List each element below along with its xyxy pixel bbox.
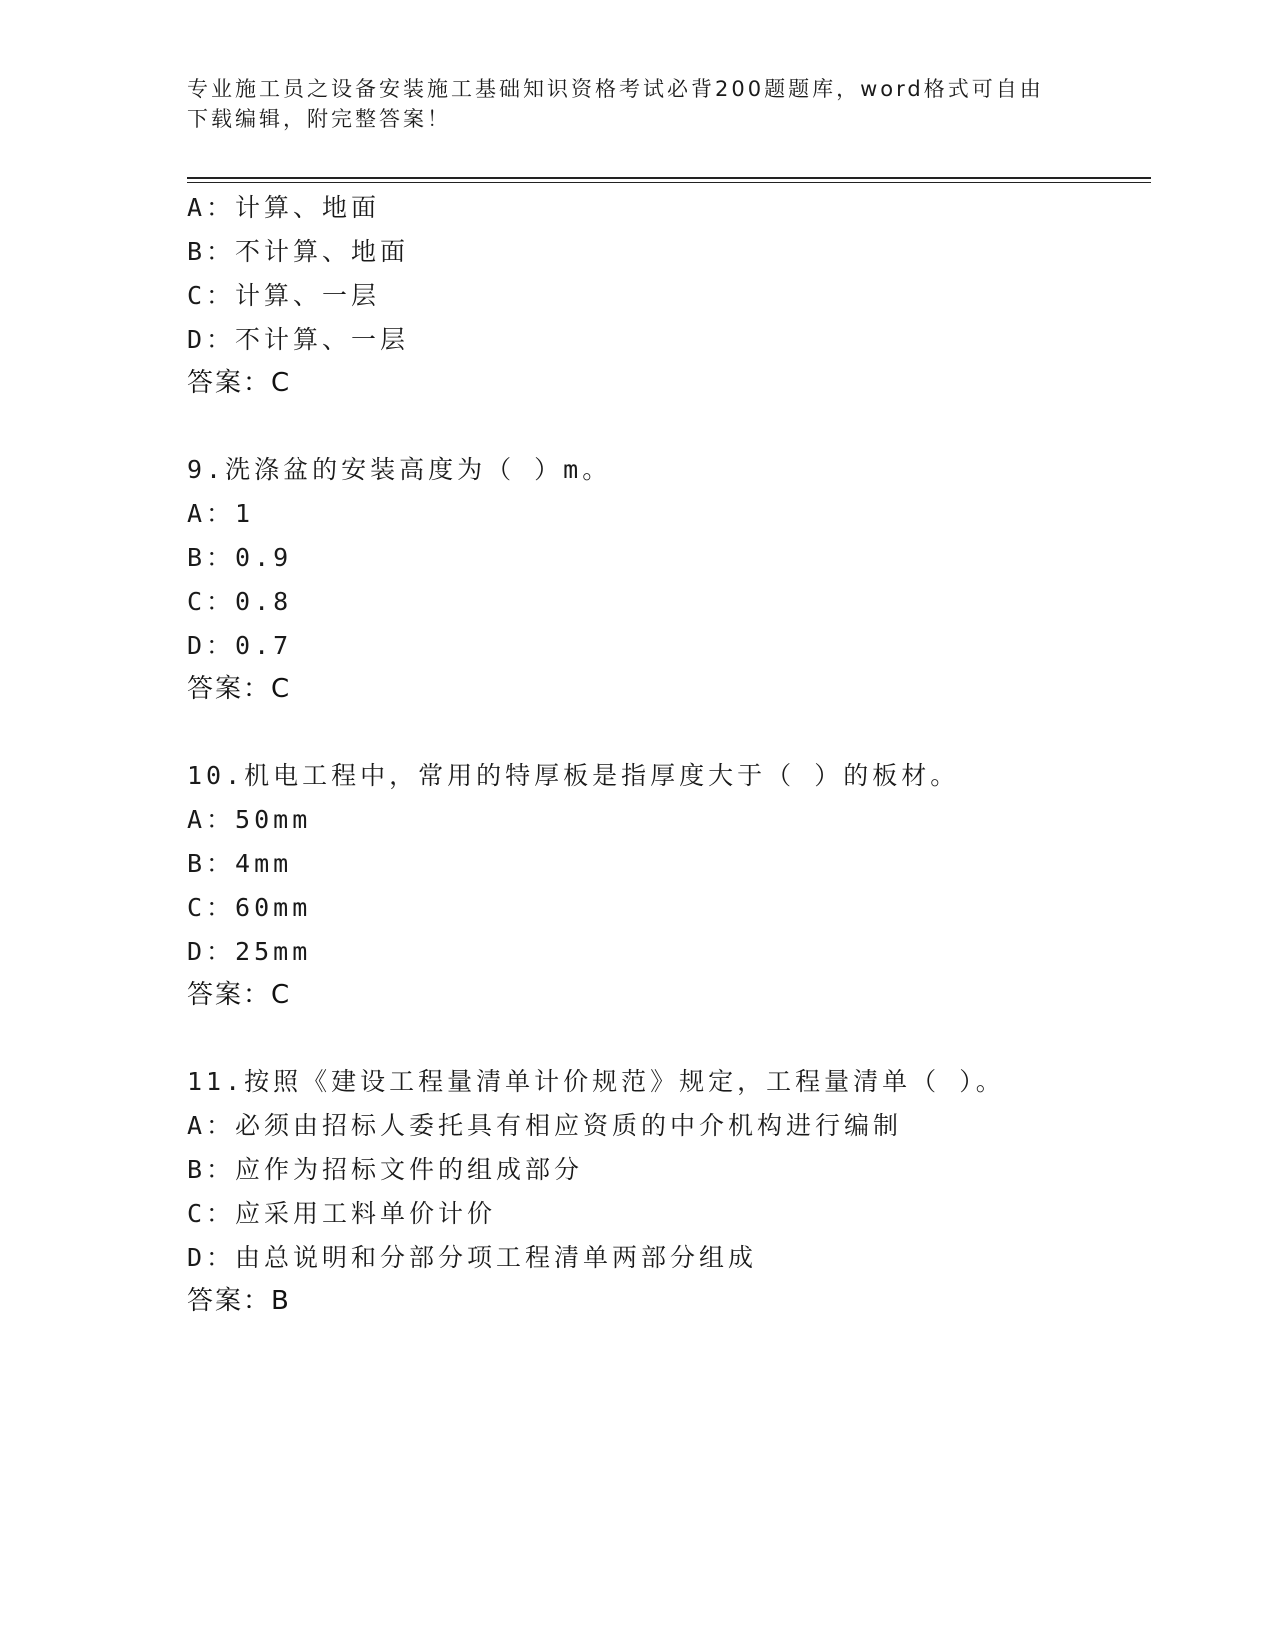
option-c: C：计算、一层 [187, 281, 381, 310]
question-9: 9.洗涤盆的安装高度为（ ）m。 [187, 455, 612, 484]
option-c: C：0.8 [187, 587, 293, 616]
answer-line: 答案：C [187, 674, 292, 704]
option-a: A：必须由招标人委托具有相应资质的中介机构进行编制 [187, 1111, 903, 1140]
document-header [187, 74, 1067, 134]
answer-line: 答案：B [187, 1286, 291, 1316]
header-divider-bottom [187, 182, 1151, 183]
question-10: 10.机电工程中，常用的特厚板是指厚度大于（ ）的板材。 [187, 761, 960, 790]
option-a: A：50mm [187, 805, 312, 834]
option-d: D：不计算、一层 [187, 325, 410, 354]
option-d: D：25mm [187, 937, 312, 966]
option-c: C：60mm [187, 893, 312, 922]
answer-line: 答案：C [187, 368, 292, 398]
header-divider-top [187, 177, 1151, 179]
option-b: B：不计算、地面 [187, 237, 410, 266]
header-line-2: 下载编辑，附完整答案！ [187, 107, 451, 131]
option-a: A：计算、地面 [187, 193, 381, 222]
option-b: B：应作为招标文件的组成部分 [187, 1155, 584, 1184]
answer-line: 答案：C [187, 980, 292, 1010]
option-b: B：4mm [187, 849, 293, 878]
option-d: D：0.7 [187, 631, 293, 660]
option-d: D：由总说明和分部分项工程清单两部分组成 [187, 1243, 758, 1272]
option-a: A：1 [187, 499, 255, 528]
header-line-1: 专业施工员之设备安装施工基础知识资格考试必背200题题库，word格式可自由 [187, 77, 1044, 101]
option-b: B：0.9 [187, 543, 293, 572]
question-11: 11.按照《建设工程量清单计价规范》规定，工程量清单（ ）。 [187, 1067, 1005, 1096]
option-c: C：应采用工料单价计价 [187, 1199, 497, 1228]
